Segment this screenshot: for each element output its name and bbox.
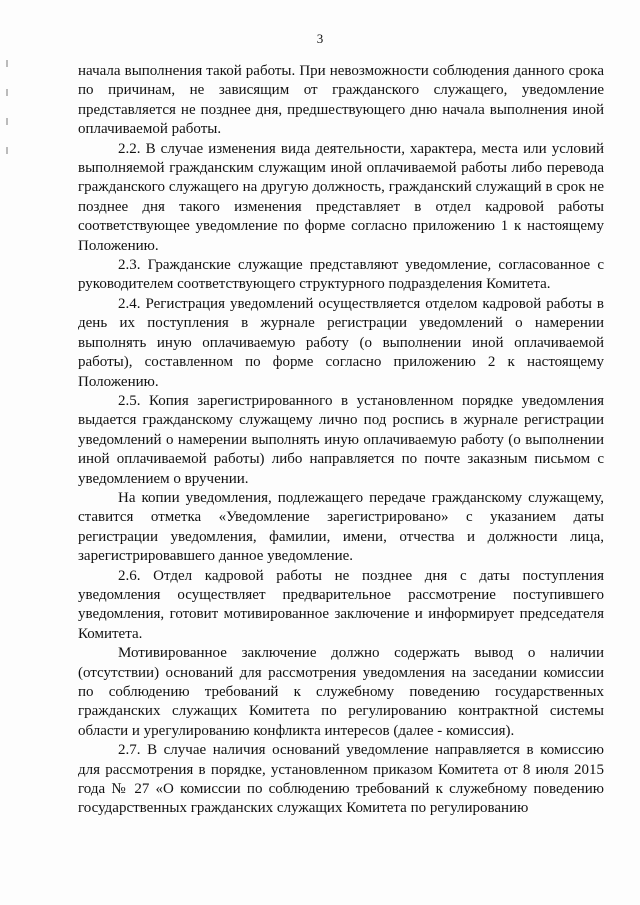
document-body xyxy=(78,62,604,819)
binding-mark xyxy=(6,118,8,125)
paragraph-continuation: начала выполнения такой работы. При невозможности соблюдения данного срока по причинам, не зависящим от гражданского служащего, уведомление представляется не позднее дня, предшествующего дню начала выполнения иной оплачиваемой работы. xyxy=(78,63,604,138)
paragraph-2-5: 2.5. Копия зарегистрированного в установленном порядке уведомления выдается гражданскому служащему лично под роспись в журнале регистрации уведомлений о намерении выполнять иную оплачиваемую работу (о выполнении иной оплачиваемой работы) либо направляется по почте заказным письмом с уведомлением о вручении. xyxy=(78,392,604,487)
binding-mark xyxy=(6,89,8,96)
binding-mark xyxy=(6,147,8,154)
paragraph-2-7: 2.7. В случае наличия оснований уведомление направляется в комиссию для рассмотрения в порядке, установленном приказом Комитета от 8 июля 2015 года № 27 «О комиссии по соблюдению требований к служебному поведению государственных гражданских служащих Комитета по регулированию xyxy=(78,742,604,817)
paragraph-2-2: 2.2. В случае изменения вида деятельности, характера, места или условий выполняемой гражданским служащим иной оплачиваемой работы либо перевода гражданского служащего на другую должность, гражданский служащий в срок не позднее дня такого изменения представляет в отдел кадровой работы соответствующее уведомление по форме согласно приложению 1 к настоящему Положению. xyxy=(78,140,604,254)
paragraph-reasoned-conclusion: Мотивированное заключение должно содержать вывод о наличии (отсутствии) оснований для рассмотрения уведомления на заседании комиссии по соблюдению требований к служебному поведению государственных гражданских служащих Комитета по регулированию контрактной системы области и урегулированию конфликта интересов (далее - комиссия). xyxy=(78,645,604,739)
paragraph-2-3: 2.3. Гражданские служащие представляют уведомление, согласованное с руководителем соответствующего структурного подразделения Комитета. xyxy=(78,257,604,293)
page-number: 3 xyxy=(316,31,324,46)
paragraph-2-4: 2.4. Регистрация уведомлений осуществляется отделом кадровой работы в день их поступления в журнале регистрации уведомлений о намерении выполнять иную оплачиваемую работу (о выполнении иной оплачиваемой работы), составленном по форме согласно приложению 2 к настоящему Положению. xyxy=(78,295,604,390)
binding-marks xyxy=(6,60,8,160)
binding-mark xyxy=(6,60,8,67)
paragraph-2-6: 2.6. Отдел кадровой работы не позднее дня с даты поступления уведомления осуществляет предварительное рассмотрение поступившего уведомления, готовит мотивированное заключение и информирует председателя Комитета. xyxy=(78,567,604,642)
paragraph-copy-notice: На копии уведомления, подлежащего передаче гражданскому служащему, ставится отметка «Уведомление зарегистрировано» с указанием даты регистрации уведомления, фамилии, имени, отчества и должности лица, зарегистрировавшего данное уведомление. xyxy=(78,489,604,565)
